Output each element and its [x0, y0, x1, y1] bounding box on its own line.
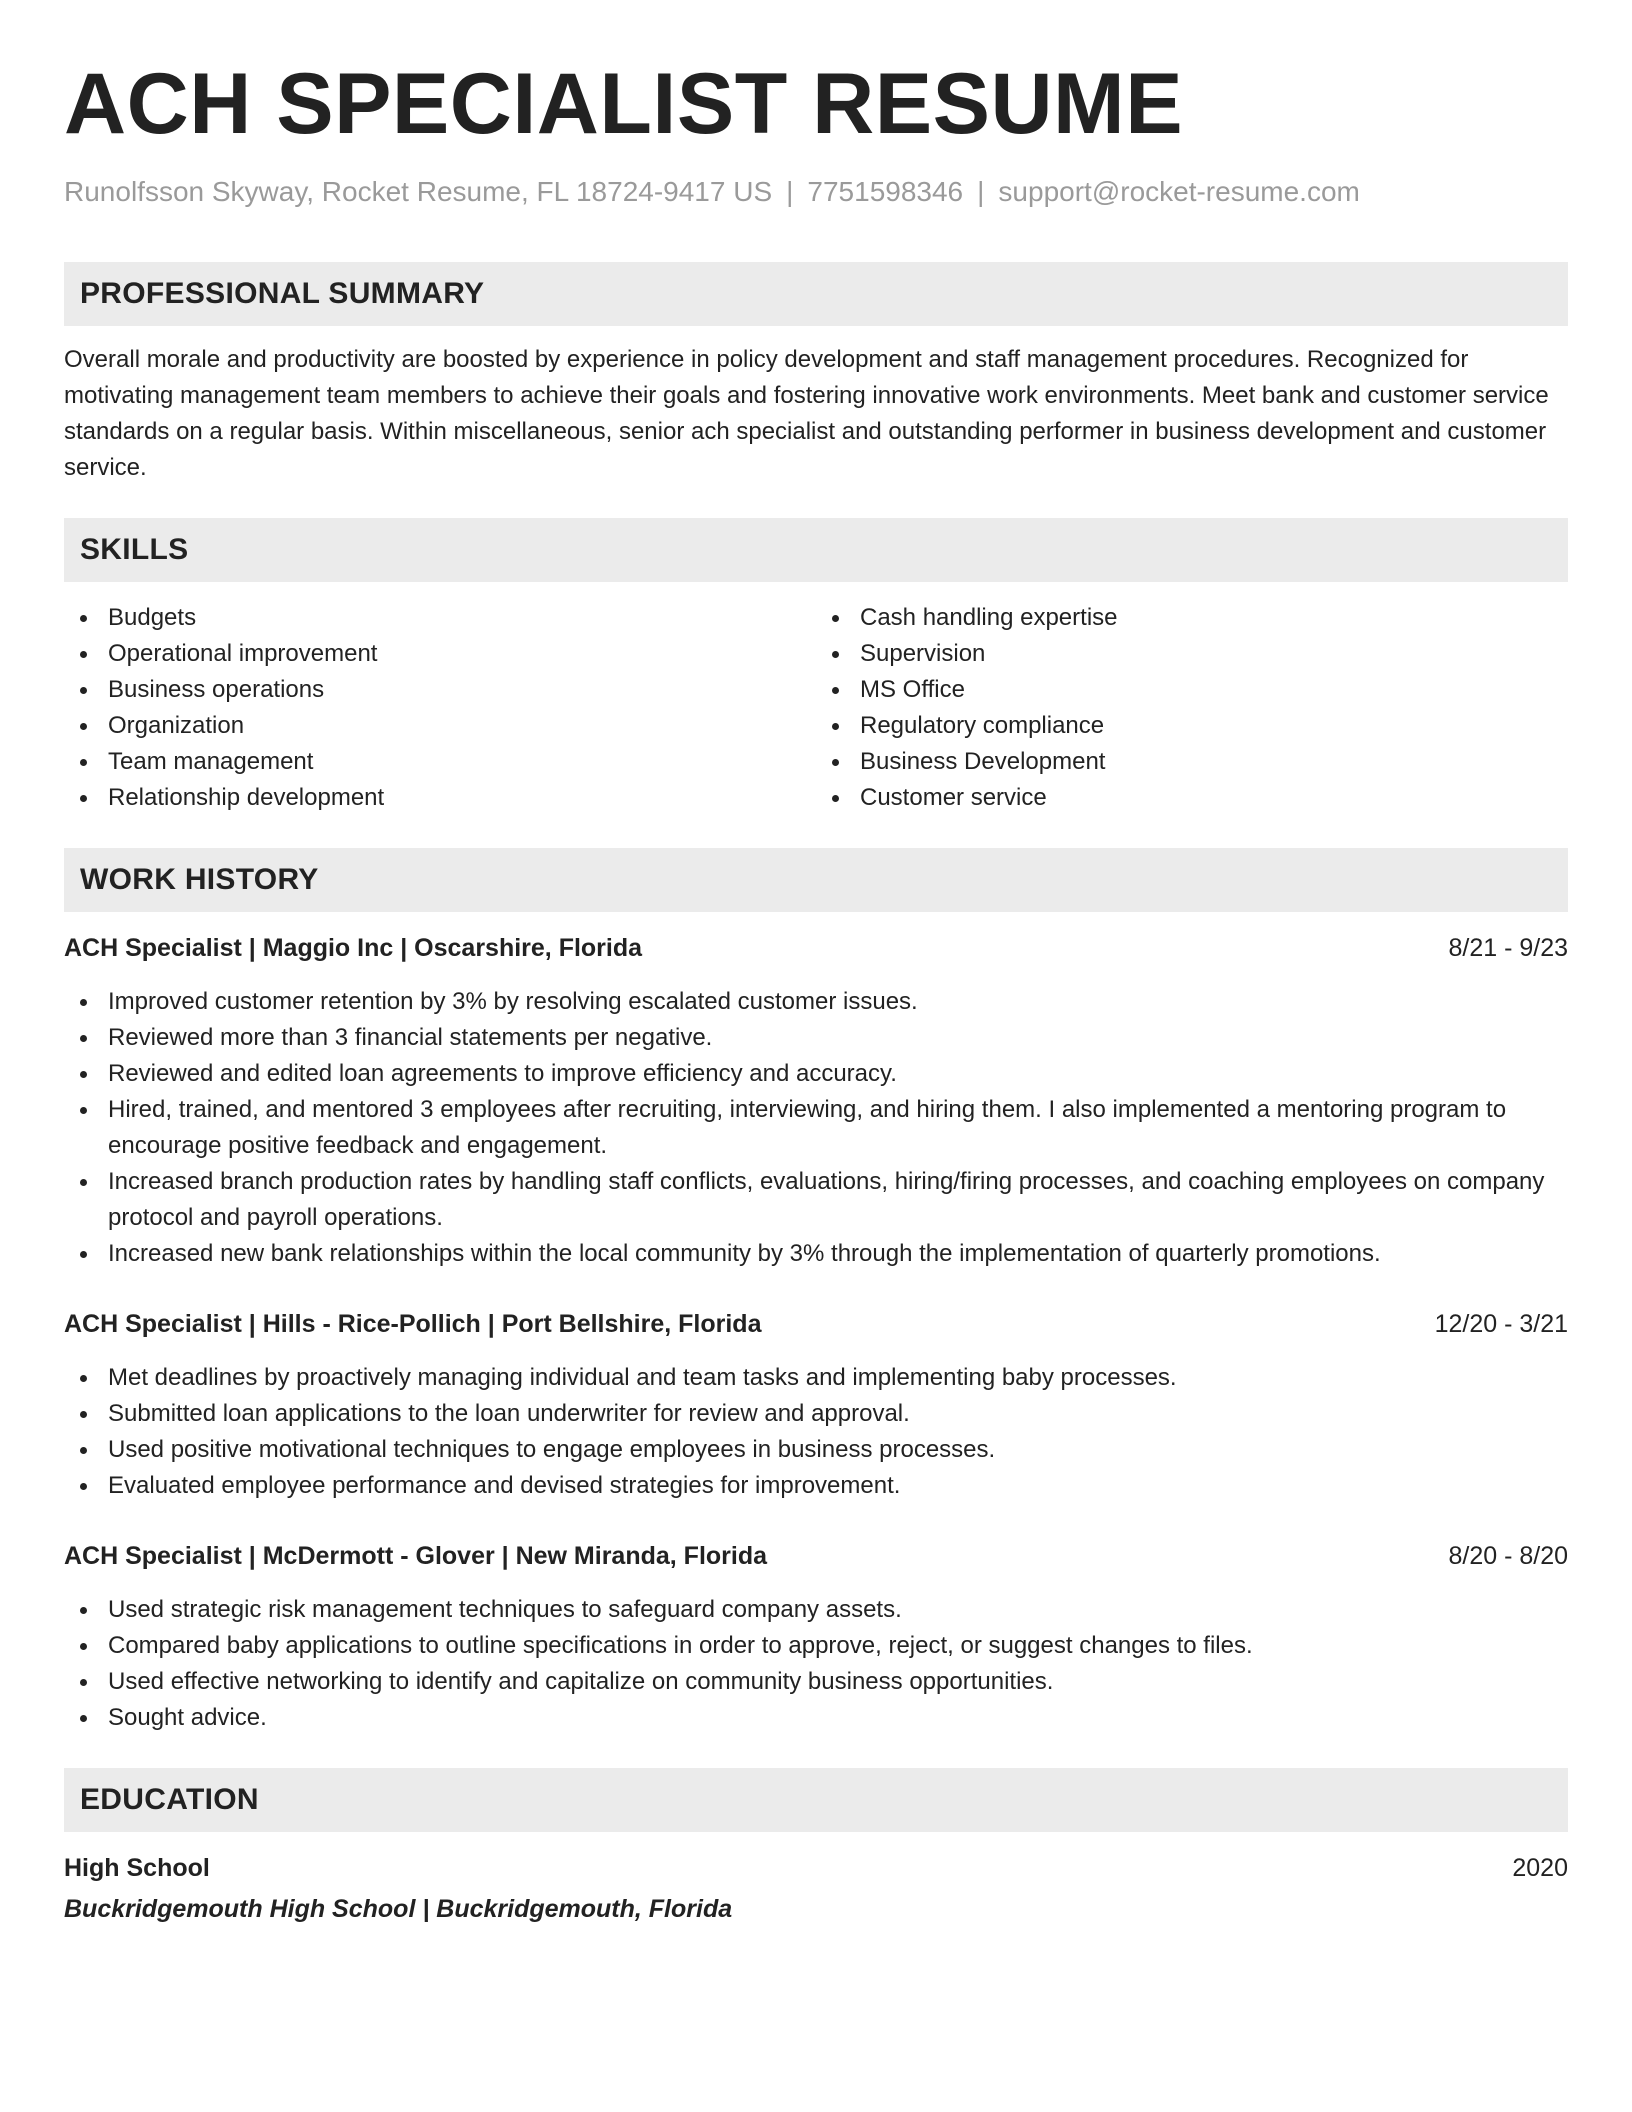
skill-item: Budgets: [64, 600, 816, 636]
skill-item: MS Office: [816, 672, 1568, 708]
job-bullet: Used strategic risk management techniques to safeguard company assets.: [64, 1592, 1568, 1628]
job-header: [64, 930, 1568, 966]
resume-title: ACH SPECIALIST RESUME: [64, 56, 1184, 152]
skill-item: Operational improvement: [64, 636, 816, 672]
contact-line: [64, 174, 1568, 210]
job-bullet: Met deadlines by proactively managing individual and team tasks and implementing baby processes.: [64, 1360, 1568, 1396]
skill-item: Business Development: [816, 744, 1568, 780]
job-bullet: Improved customer retention by 3% by resolving escalated customer issues.: [64, 984, 1568, 1020]
section-heading-skills: SKILLS: [64, 518, 1568, 582]
job-entry: [64, 1538, 1568, 1736]
skills-column-right: [816, 600, 1568, 816]
contact-separator: |: [786, 176, 794, 207]
skills-column-left: [64, 600, 816, 816]
job-dates: 8/20 - 8/20: [1448, 1542, 1568, 1570]
job-bullet: Compared baby applications to outline specifications in order to approve, reject, or suggest changes to files.: [64, 1628, 1568, 1664]
skills-grid: [64, 600, 1568, 816]
job-bullets: [64, 1592, 1568, 1736]
job-dates: 8/21 - 9/23: [1448, 934, 1568, 962]
contact-email[interactable]: support@rocket-resume.com: [998, 176, 1360, 207]
job-bullet: Increased new bank relationships within the local community by 3% through the implementation of quarterly promotions.: [64, 1236, 1568, 1272]
job-entry: [64, 1306, 1568, 1504]
job-bullets: [64, 1360, 1568, 1504]
section-heading-work-history: WORK HISTORY: [64, 848, 1568, 912]
skill-item: Cash handling expertise: [816, 600, 1568, 636]
section-heading-summary: PROFESSIONAL SUMMARY: [64, 262, 1568, 326]
job-title: ACH Specialist | Maggio Inc | Oscarshire, Florida: [64, 934, 643, 962]
job-bullet: Reviewed and edited loan agreements to improve efficiency and accuracy.: [64, 1056, 1568, 1092]
skill-item: Organization: [64, 708, 816, 744]
job-dates: 12/20 - 3/21: [1434, 1310, 1568, 1338]
job-bullet: Used effective networking to identify and capitalize on community business opportunities.: [64, 1664, 1568, 1700]
skill-item: Regulatory compliance: [816, 708, 1568, 744]
summary-text: Overall morale and productivity are boosted by experience in policy development and staff management procedures. Recognized for motivating management team members to achieve their goals and fostering innovative work environments. Meet bank and customer service standards on a regular basis. Within miscellaneous, senior ach specialist and outstanding performer in business development and customer service.: [64, 346, 1549, 481]
skill-item: Business operations: [64, 672, 816, 708]
job-bullet: Sought advice.: [64, 1700, 1568, 1736]
skill-item: Team management: [64, 744, 816, 780]
education-degree: High School: [64, 1854, 210, 1882]
job-header: [64, 1538, 1568, 1574]
education-year: 2020: [1512, 1854, 1568, 1882]
job-bullets: [64, 984, 1568, 1272]
skill-item: Relationship development: [64, 780, 816, 816]
skill-item: Customer service: [816, 780, 1568, 816]
skill-item: Supervision: [816, 636, 1568, 672]
job-header: [64, 1306, 1568, 1342]
job-title: ACH Specialist | Hills - Rice-Pollich | Port Bellshire, Florida: [64, 1310, 762, 1338]
contact-phone: 7751598346: [807, 176, 964, 207]
education-header: [64, 1850, 1568, 1886]
contact-address: Runolfsson Skyway, Rocket Resume, FL 18724-9417 US: [64, 176, 773, 207]
job-entry: [64, 930, 1568, 1272]
job-bullet: Increased branch production rates by handling staff conflicts, evaluations, hiring/firing processes, and coaching employees on company protocol and payroll operations.: [64, 1164, 1568, 1236]
job-bullet: Submitted loan applications to the loan underwriter for review and approval.: [64, 1396, 1568, 1432]
contact-separator: |: [977, 176, 985, 207]
section-heading-education: EDUCATION: [64, 1768, 1568, 1832]
job-bullet: Hired, trained, and mentored 3 employees after recruiting, interviewing, and hiring them. I also implemented a mentoring program to encourage positive feedback and engagement.: [64, 1092, 1568, 1164]
job-bullet: Used positive motivational techniques to engage employees in business processes.: [64, 1432, 1568, 1468]
job-title: ACH Specialist | McDermott - Glover | New Miranda, Florida: [64, 1542, 768, 1570]
education-school: Buckridgemouth High School | Buckridgemouth, Florida: [64, 1895, 733, 1923]
job-bullet: Reviewed more than 3 financial statements per negative.: [64, 1020, 1568, 1056]
job-bullet: Evaluated employee performance and devised strategies for improvement.: [64, 1468, 1568, 1504]
